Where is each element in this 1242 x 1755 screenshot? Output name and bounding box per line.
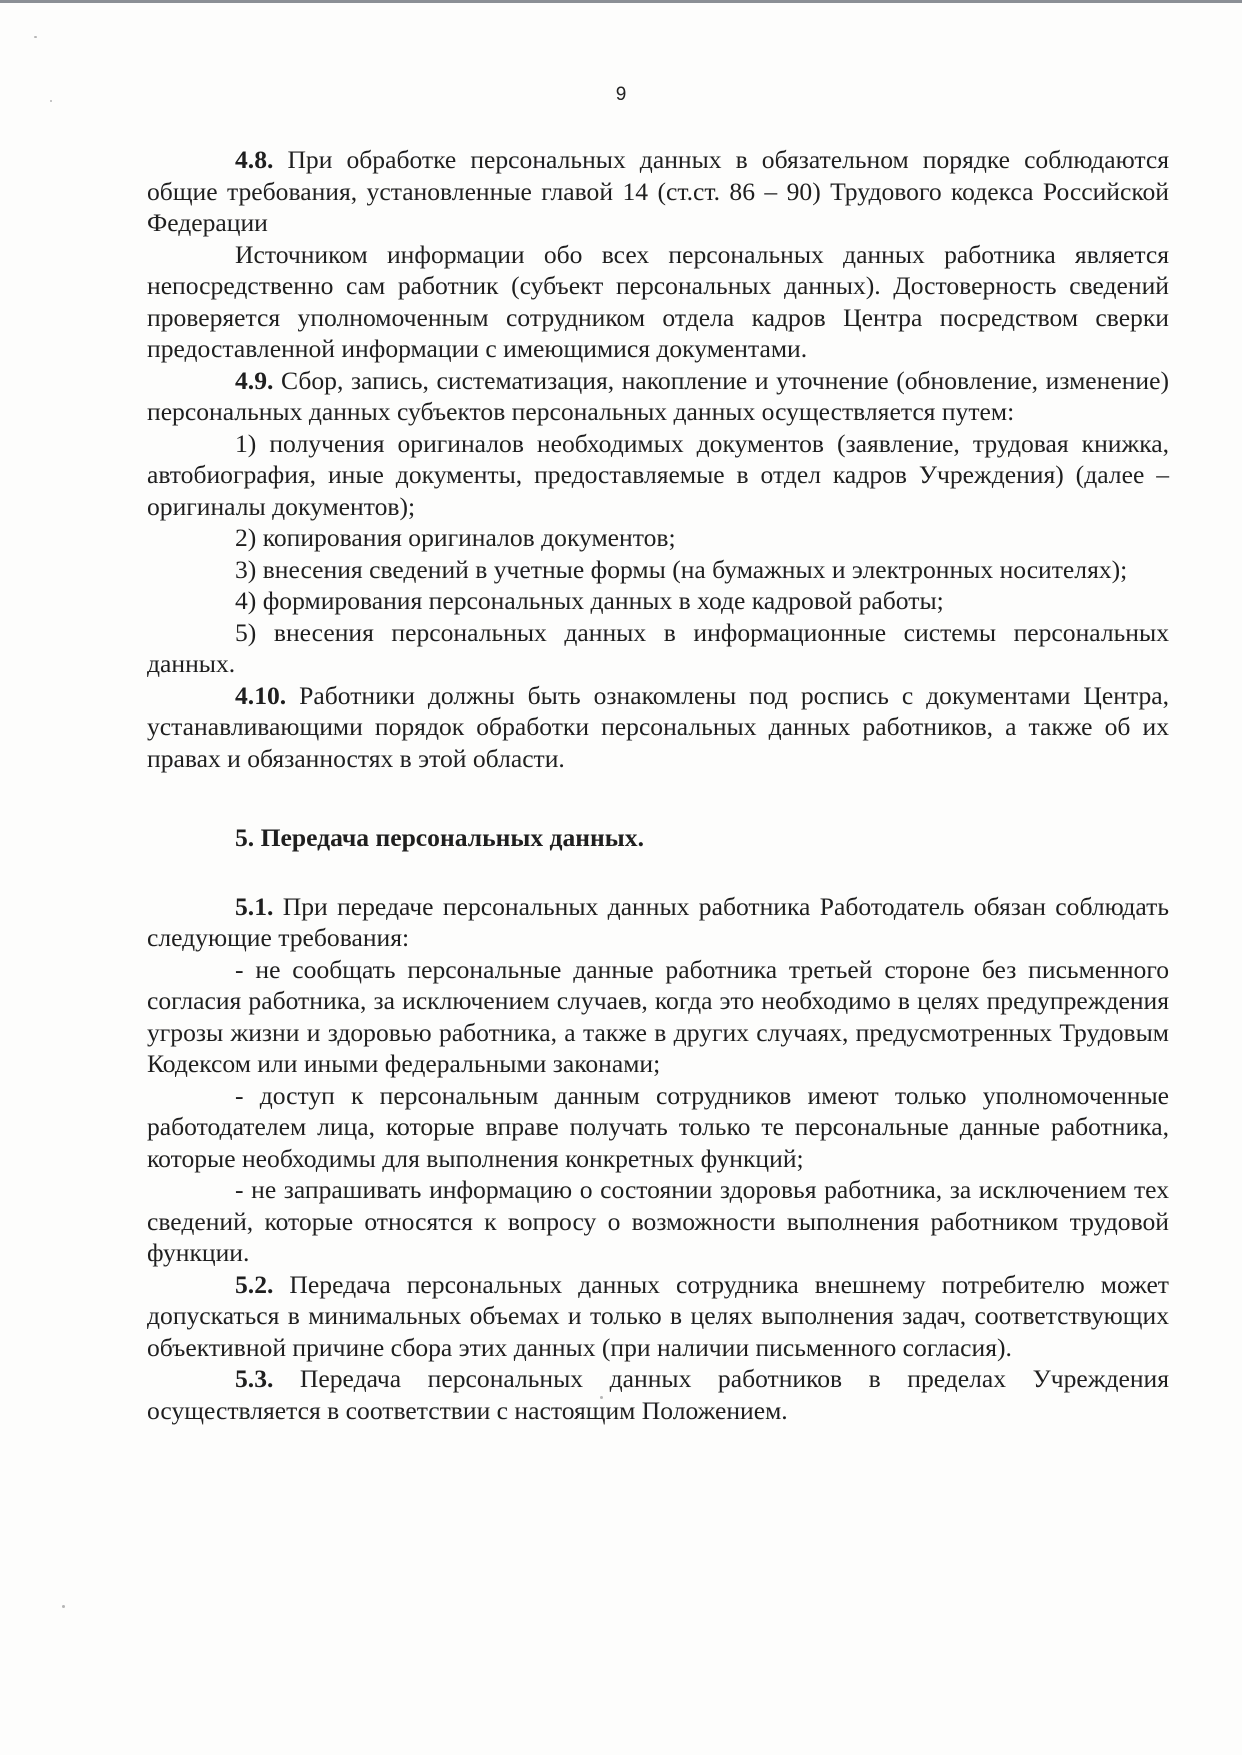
requirement-item-2 [147, 1080, 1169, 1175]
paragraph-5-3 [147, 1363, 1169, 1426]
scan-speck [34, 36, 37, 38]
paragraph-text: Передача персональных данных сотрудника внешнему потребителю может допускаться в минимальных объемах и только в целях выполнения задач, соответствующих объективной причине сбора этих данных (при наличии письменного согласия). [147, 1269, 1169, 1362]
list-item-5 [147, 617, 1169, 680]
list-item-3 [147, 554, 1169, 586]
section-heading: 5. Передача персональных данных. [235, 823, 644, 852]
list-item-4 [147, 585, 1169, 617]
clause-number: 5.2. [235, 1269, 274, 1299]
list-item-text: 4) формирования персональных данных в ходе кадровой работы; [235, 586, 944, 615]
paragraph-text: При обработке персональных данных в обязательном порядке соблюдаются общие требования, установленные главой 14 (ст.ст. 86 – 90) Трудового кодекса Российской Федерации [147, 145, 1169, 237]
paragraph-text: Работники должны быть ознакомлены под роспись с документами Центра, устанавливающими порядок обработки персональных данных работников, а также об их правах и обязанностях в этой области. [147, 680, 1169, 773]
scan-speck [62, 1605, 65, 1608]
list-item-text: - не сообщать персональные данные работника третьей стороне без письменного согласия работника, за исключением случаев, когда это необходимо в целях предупреждения угрозы жизни и здоровью работника, а также в других случаях, предусмотренных Трудовым Кодексом или иными федеральными законами; [147, 954, 1169, 1078]
list-item-text: - доступ к персональным данным сотрудников имеют только уполномоченные работодателем лица, которые вправе получать только те персональные данные работника, которые необходимы для выполнения конкретных функций; [147, 1080, 1169, 1173]
paragraph-4-10 [147, 680, 1169, 775]
list-item-2 [147, 522, 1169, 554]
clause-number: 4.8. [235, 145, 274, 174]
list-item-text: - не запрашивать информацию о состоянии здоровья работника, за исключением тех сведений, которые относятся к вопросу о возможности выполнения работником трудовой функции. [147, 1175, 1169, 1267]
paragraph-4-9 [147, 365, 1169, 428]
paragraph-4-8 [147, 144, 1169, 239]
paragraph-text: Источником информации обо всех персональных данных работника является непосредственно сам работник (субъект персональных данных). Достоверность сведений проверяется уполномоченным сотрудником отдела кадров Центра посредством сверки предоставленной информации с имеющимися документами. [147, 239, 1169, 363]
requirement-item-1 [147, 954, 1169, 1080]
paragraph-text: Передача персональных данных работников в пределах Учреждения осуществляется в соответствии с настоящим Положением. [147, 1364, 1169, 1425]
paragraph-5-2 [147, 1269, 1169, 1364]
clause-number: 4.10. [235, 680, 287, 710]
list-item-text: 3) внесения сведений в учетные формы (на бумажных и электронных носителях); [235, 554, 1128, 584]
clause-number: 4.9. [235, 365, 274, 395]
paragraph-text: Сбор, запись, систематизация, накопление и уточнение (обновление, изменение) персональных данных субъектов персональных данных осуществляется путем: [147, 365, 1169, 426]
list-item-text: 1) получения оригиналов необходимых документов (заявление, трудовая книжка, автобиография, иные документы, предоставляемые в отдел кадров Учреждения) (далее – оригиналы документов); [147, 428, 1169, 521]
clause-number: 5.3. [235, 1364, 274, 1393]
paragraph-information-source [147, 239, 1169, 365]
document-body [147, 144, 1169, 1426]
clause-number: 5.1. [235, 891, 274, 921]
page-number: 9 [615, 84, 627, 105]
scan-top-edge [0, 0, 1242, 3]
list-item-text: 2) копирования оригиналов документов; [235, 523, 676, 552]
requirement-item-3 [147, 1174, 1169, 1269]
paragraph-text: При передаче персональных данных работника Работодатель обязан соблюдать следующие требования: [147, 891, 1169, 952]
list-item-1 [147, 428, 1169, 523]
paragraph-5-1 [147, 891, 1169, 954]
list-item-text: 5) внесения персональных данных в информационные системы персональных данных. [147, 617, 1169, 678]
